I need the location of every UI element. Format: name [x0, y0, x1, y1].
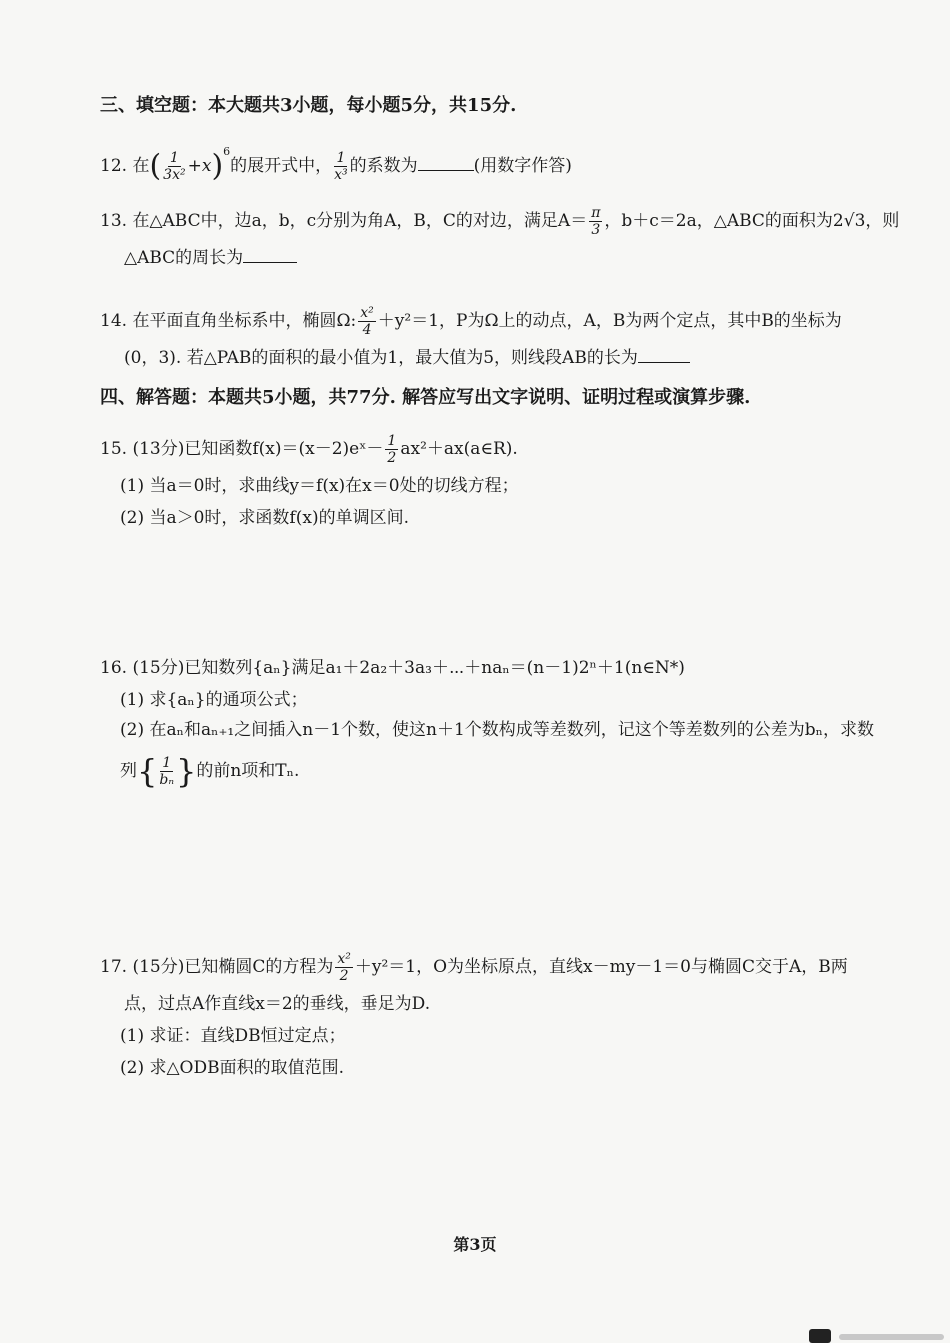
section-4-heading: 四、解答题：本题共5小题，共77分. 解答应写出文字说明、证明过程或演算步骤. [100, 387, 751, 408]
q12-mid: 的展开式中， [230, 156, 333, 176]
q14-frac-num: x² [360, 305, 374, 321]
q12-suffix: 的系数为 [349, 156, 418, 176]
question-13-line-2 [124, 246, 297, 270]
q17-frac-den: 2 [339, 968, 349, 984]
q13-answer-blank[interactable] [243, 261, 297, 263]
q13-fraction [589, 206, 602, 237]
q14-text-a: 14. 在平面直角坐标系中，椭圆Ω: [100, 311, 357, 331]
q16-text-a: 列 [120, 761, 137, 781]
q17-text-a: 17. (15分)已知椭圆C的方程为 [100, 957, 334, 977]
q16-open-brace: { [137, 752, 158, 791]
q16-part-2-line-2 [120, 752, 300, 791]
q17-fraction [335, 952, 353, 983]
question-16-line-1: 16. (15分)已知数列{aₙ}满足a₁＋2a₂＋3a₃＋⋯＋naₙ＝(n－1)2ⁿ＋1(n∈N*) [100, 658, 685, 678]
q12-frac2-den: x³ [334, 167, 348, 183]
q14-frac-den: 4 [362, 322, 372, 338]
q14-line2: (0，3). 若△PAB的面积的最小值为1，最大值为5，则线段AB的长为 [124, 348, 638, 368]
q13-text-b: ，b＋c＝2a，△ABC的面积为2√3，则 [604, 211, 900, 231]
question-17-line-2: 点，过点A作直线x＝2的垂线，垂足为D. [124, 994, 431, 1014]
q16-part-1: (1) 求{aₙ}的通项公式； [120, 690, 308, 710]
q15-part-2: (2) 当a＞0时，求函数f(x)的单调区间. [120, 508, 409, 528]
q16-fraction [159, 756, 174, 787]
q12-power: 6 [223, 145, 231, 158]
q13-frac-den: 3 [591, 222, 601, 238]
q16-part-2: (2) 在aₙ和aₙ₊₁之间插入n－1个数，使这n＋1个数构成等差数列，记这个等差数列的公差为bₙ，求数 [120, 720, 875, 740]
q15-fraction [385, 434, 398, 465]
question-12 [100, 140, 572, 182]
q17-frac-num: x² [337, 951, 351, 967]
q16-frac-num: 1 [162, 755, 172, 771]
q12-frac-den: 3x² [163, 167, 186, 183]
page-number: 第3页 [453, 1235, 497, 1254]
scanner-logo-icon [809, 1329, 831, 1343]
q13-text-a: 13. 在△ABC中，边a，b，c分别为角A，B，C的对边，满足A＝ [100, 211, 588, 231]
scanner-watermark [805, 1325, 950, 1343]
question-14-line-1 [100, 306, 842, 337]
q15-text-a: 15. (13分)已知函数f(x)＝(x－2)eˣ－ [100, 439, 384, 459]
q16-text-b: 的前n项和Tₙ. [196, 761, 300, 781]
q12-prefix: 12. 在 [100, 156, 150, 176]
question-15-line-1 [100, 434, 518, 465]
q16-close-brace: } [176, 752, 197, 791]
q12-fraction [163, 151, 185, 182]
q13-frac-num: π [591, 205, 601, 221]
q17-text-b: ＋y²＝1，O为坐标原点，直线x－my－1＝0与椭圆C交于A，B两 [354, 957, 848, 977]
question-17-line-1 [100, 952, 848, 983]
q15-text-b: ax²＋ax(a∈R). [400, 439, 518, 459]
q15-frac-den: 2 [387, 450, 397, 466]
section-3-heading: 三、填空题：本大题共3小题，每小题5分，共15分. [100, 95, 517, 116]
q12-frac2-num: 1 [336, 150, 346, 166]
question-14-line-2 [124, 346, 690, 370]
q17-part-1: (1) 求证：直线DB恒过定点； [120, 1026, 346, 1046]
q12-plus-x: +x [187, 156, 212, 176]
q14-answer-blank[interactable] [638, 361, 690, 363]
question-13-line-1 [100, 206, 899, 237]
q12-close-paren: ) [211, 148, 224, 184]
q13-line2: △ABC的周长为 [124, 248, 244, 268]
q12-answer-blank[interactable] [418, 169, 474, 171]
q14-fraction [358, 306, 376, 337]
q12-note: (用数字作答) [473, 156, 572, 176]
q15-frac-num: 1 [387, 433, 397, 449]
q12-open-paren: ( [149, 148, 162, 184]
q12-fraction-2 [334, 151, 348, 182]
q16-frac-den: bₙ [159, 772, 174, 788]
q14-text-b: ＋y²＝1，P为Ω上的动点，A，B为两个定点，其中B的坐标为 [377, 311, 842, 331]
q15-part-1: (1) 当a＝0时，求曲线y＝f(x)在x＝0处的切线方程； [120, 476, 519, 496]
q12-frac-num: 1 [169, 150, 179, 166]
q17-part-2: (2) 求△ODB面积的取值范围. [120, 1058, 345, 1078]
scanner-watermark-text-cropped [839, 1334, 944, 1340]
